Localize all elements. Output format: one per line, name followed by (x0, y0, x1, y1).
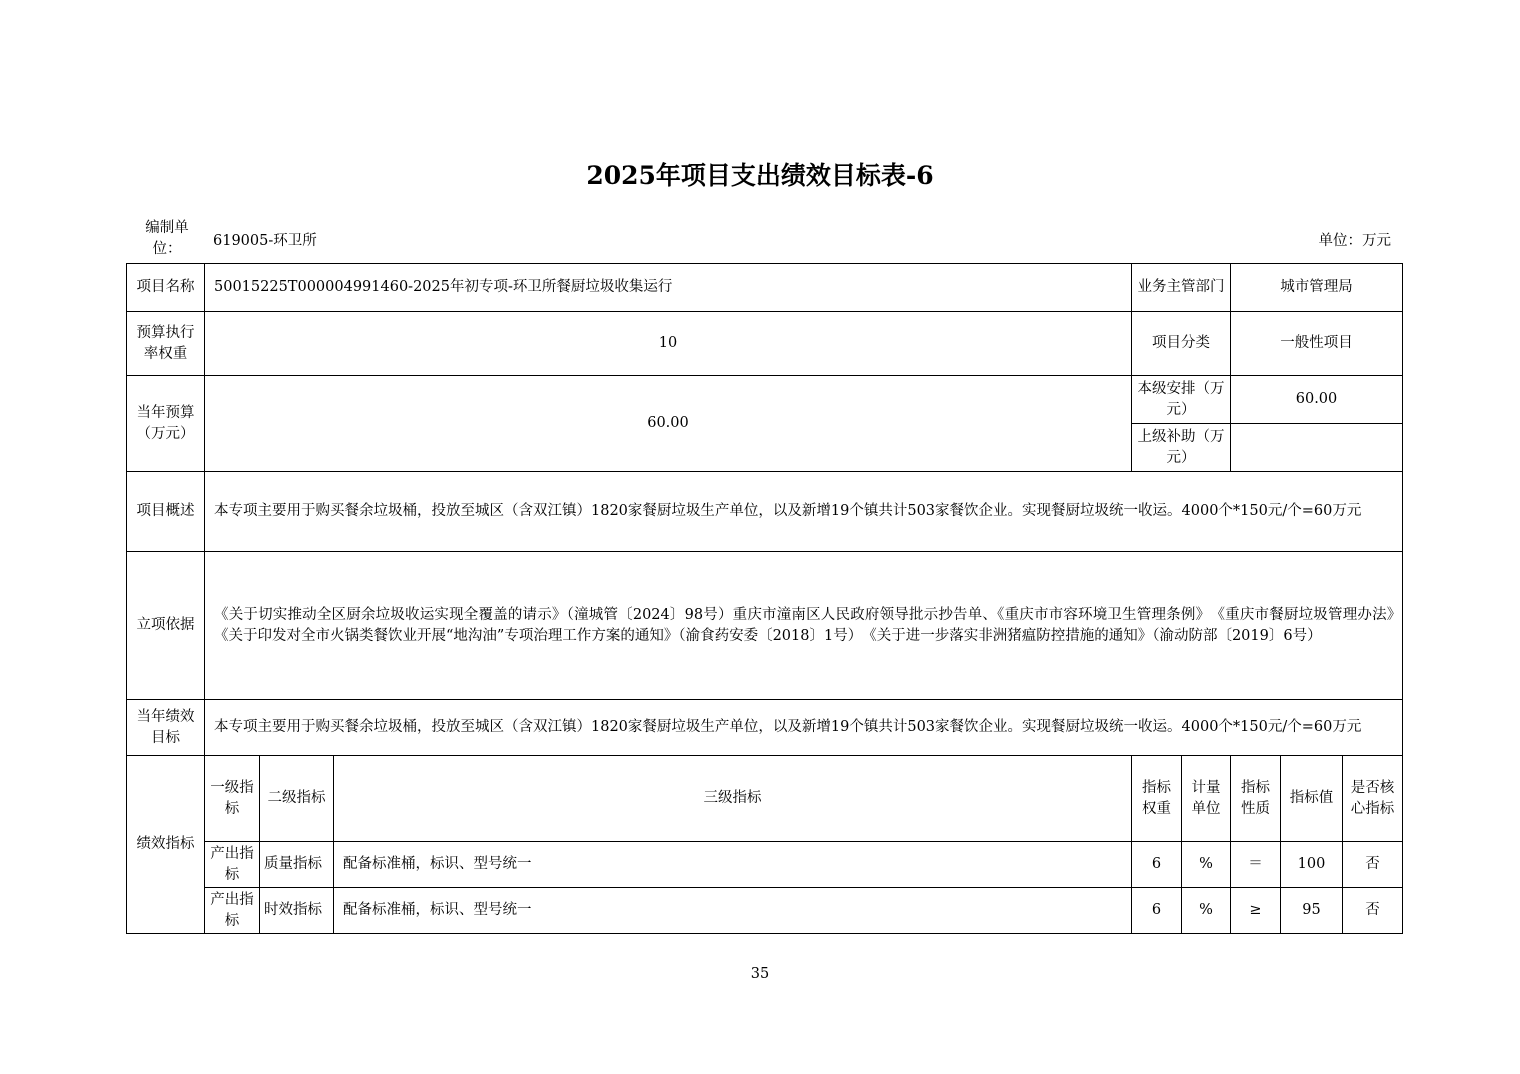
value-annual-goal: 本专项主要用于购买餐余垃圾桶，投放至城区（含双江镇）1820家餐厨垃圾生产单位，以及新增19个镇共计503家餐饮企业。实现餐厨垃圾统一收运。4000个*150元/个=60万元 (205, 700, 1403, 756)
value-project-category: 一般性项目 (1231, 312, 1403, 376)
row-project-name (127, 264, 1403, 312)
table-row (127, 888, 1403, 934)
currency-unit: 单位：万元 (1318, 233, 1391, 249)
label-project-category: 项目分类 (1132, 312, 1231, 376)
cell-weight: 6 (1132, 888, 1182, 934)
row-overview (127, 472, 1403, 552)
header-nature: 指标性质 (1231, 756, 1281, 842)
header-value: 指标值 (1281, 756, 1343, 842)
label-annual-goal: 当年绩效目标 (127, 700, 205, 756)
label-project-name: 项目名称 (127, 264, 205, 312)
page-title: 2025年项目支出绩效目标表-6 (586, 161, 934, 190)
performance-table (126, 263, 1409, 934)
value-overview: 本专项主要用于购买餐余垃圾桶，投放至城区（含双江镇）1820家餐厨垃圾生产单位，以及新增19个镇共计503家餐饮企业。实现餐厨垃圾统一收运。4000个*150元/个=60万元 (205, 472, 1403, 552)
cell-level3: 配备标准桶，标识、型号统一 (334, 842, 1132, 888)
header-weight: 指标权重 (1132, 756, 1182, 842)
cell-level1: 产出指标 (205, 842, 260, 888)
cell-weight: 6 (1132, 842, 1182, 888)
cell-unit: % (1182, 842, 1231, 888)
value-annual-budget: 60.00 (205, 376, 1132, 472)
header-level2: 二级指标 (260, 756, 334, 842)
label-indicators: 绩效指标 (127, 756, 205, 934)
cell-unit: % (1182, 888, 1231, 934)
cell-level2: 质量指标 (260, 842, 334, 888)
value-local-arrangement: 60.00 (1231, 376, 1403, 424)
label-local-arrangement: 本级安排（万元） (1132, 376, 1231, 424)
label-annual-budget: 当年预算（万元） (127, 376, 205, 472)
value-department: 城市管理局 (1231, 264, 1403, 312)
cell-nature: ≥ (1231, 888, 1281, 934)
row-annual-goal (127, 700, 1403, 756)
label-superior-subsidy: 上级补助（万元） (1132, 424, 1231, 472)
table-row (127, 842, 1403, 888)
cell-level1: 产出指标 (205, 888, 260, 934)
label-basis: 立项依据 (127, 552, 205, 700)
cell-core: 否 (1343, 842, 1403, 888)
cell-nature: ＝ (1231, 842, 1281, 888)
label-overview: 项目概述 (127, 472, 205, 552)
header-unit: 计量单位 (1182, 756, 1231, 842)
unit-label: 编制单位： (145, 220, 189, 257)
value-superior-subsidy (1231, 424, 1403, 472)
page-number: 35 (750, 966, 770, 982)
unit-name: 619005-环卫所 (213, 233, 317, 249)
value-basis: 《关于切实推动全区厨余垃圾收运实现全覆盖的请示》（潼城管〔2024〕98号）重庆市潼南区人民政府领导批示抄告单、《重庆市市容环境卫生管理条例》 《重庆市餐厨垃圾管理办法》 《关于印发对全市火锅类餐饮业开展“地沟油”专项治理工作方案的通知》（渝食药安委〔2018〕1号） 《关于进一步落实非洲猪瘟防控措施的通知》（渝动防部〔2019〕6号） (205, 552, 1403, 700)
cell-core: 否 (1343, 888, 1403, 934)
header-level1: 一级指标 (205, 756, 260, 842)
value-execution-weight: 10 (205, 312, 1132, 376)
value-project-name: 50015225T000004991460-2025年初专项-环卫所餐厨垃圾收集运行 (205, 264, 1132, 312)
row-execution-weight (127, 312, 1403, 376)
row-basis (127, 552, 1403, 700)
row-annual-budget (127, 376, 1403, 424)
cell-value: 95 (1281, 888, 1343, 934)
header-level3: 三级指标 (334, 756, 1132, 842)
header-core: 是否核心指标 (1343, 756, 1403, 842)
cell-level2: 时效指标 (260, 888, 334, 934)
label-department: 业务主管部门 (1132, 264, 1231, 312)
label-execution-weight: 预算执行率权重 (127, 312, 205, 376)
indicator-header-row (127, 756, 1403, 842)
cell-level3: 配备标准桶，标识、型号统一 (334, 888, 1132, 934)
cell-value: 100 (1281, 842, 1343, 888)
